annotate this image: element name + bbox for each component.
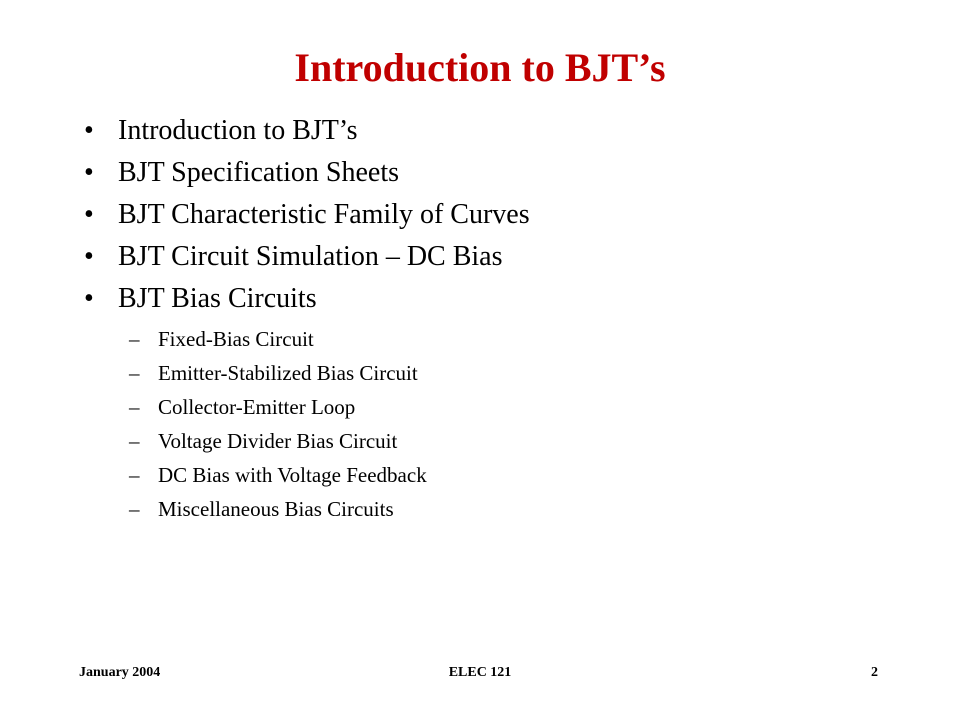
bullet-marker: • xyxy=(84,241,94,272)
bullet-marker: • xyxy=(84,199,94,230)
slide-title: Introduction to BJT’s xyxy=(294,45,666,90)
bullet-list xyxy=(84,110,920,526)
sub-bullet-text: Emitter-Stabilized Bias Circuit xyxy=(158,361,418,385)
bullet-text: BJT Bias Circuits xyxy=(118,283,317,314)
sub-bullet-marker: – xyxy=(129,361,140,385)
bullet-marker: • xyxy=(84,157,94,188)
bullet-marker: • xyxy=(84,283,94,314)
bullet-marker: • xyxy=(84,115,94,146)
sub-bullet-item xyxy=(84,424,920,458)
bullet-text: BJT Specification Sheets xyxy=(118,157,399,188)
sub-bullet-text: DC Bias with Voltage Feedback xyxy=(158,463,427,487)
sub-bullet-marker: – xyxy=(129,497,140,521)
sub-bullet-list xyxy=(84,322,920,526)
sub-bullet-item xyxy=(84,322,920,356)
sub-bullet-item xyxy=(84,356,920,390)
bullet-item xyxy=(84,278,920,320)
bullet-item xyxy=(84,152,920,194)
bullet-item xyxy=(84,194,920,236)
sub-bullet-marker: – xyxy=(129,463,140,487)
bullet-text: BJT Circuit Simulation – DC Bias xyxy=(118,241,503,272)
sub-bullet-item xyxy=(84,390,920,424)
sub-bullet-text: Collector-Emitter Loop xyxy=(158,395,356,419)
footer-date: January 2004 xyxy=(79,665,161,680)
sub-bullet-item xyxy=(84,458,920,492)
bullet-item xyxy=(84,236,920,278)
sub-bullet-marker: – xyxy=(129,327,140,351)
footer-page-number: 2 xyxy=(871,665,878,680)
sub-bullet-item xyxy=(84,492,920,526)
bullet-text: Introduction to BJT’s xyxy=(118,115,358,146)
sub-bullet-text: Fixed-Bias Circuit xyxy=(158,327,314,351)
bullet-text: BJT Characteristic Family of Curves xyxy=(118,199,530,230)
sub-bullet-marker: – xyxy=(129,429,140,453)
sub-bullet-group xyxy=(84,322,920,526)
bullet-item xyxy=(84,110,920,152)
sub-bullet-marker: – xyxy=(129,395,140,419)
footer-course: ELEC 121 xyxy=(448,665,512,680)
sub-bullet-text: Miscellaneous Bias Circuits xyxy=(158,497,394,521)
sub-bullet-text: Voltage Divider Bias Circuit xyxy=(158,429,398,453)
